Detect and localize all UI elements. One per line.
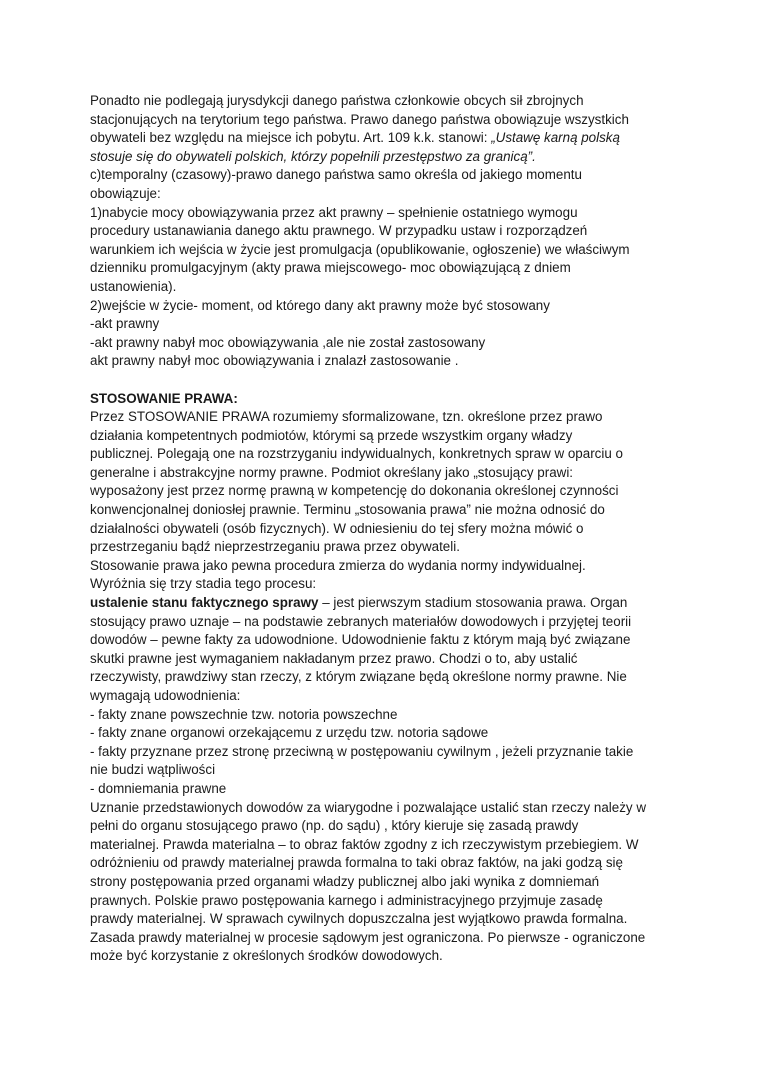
text-line: procedury ustanawiania danego aktu prawnego. W przypadku ustaw i rozporządzeń — [90, 223, 588, 239]
text-line: wymagają udowodnienia: — [90, 688, 241, 703]
italic-quote-line: stosuje się do obywateli polskich, którzy popełnili przestępstwo za granicą”. — [90, 148, 536, 164]
text-line: dzienniku promulgacyjnym (akty prawa miejscowego- moc obowiązującą z dniem — [90, 260, 571, 276]
text-line: Wyróżnia się trzy stadia tego procesu: — [90, 576, 317, 592]
section-heading: STOSOWANIE PRAWA: — [90, 390, 238, 406]
text-line: akt prawny nabył moc obowiązywania i znalazł zastosowanie . — [90, 353, 459, 369]
text-line: prawnych. Polskie prawo postępowania karnego i administracyjnego przyjmuje zasadę — [90, 892, 603, 908]
text-line: działania kompetentnych podmiotów, którymi są przede wszystkim organy władzy — [90, 427, 573, 443]
text-line: warunkiem ich wejścia w życie jest promulgacja (opublikowanie, ogłoszenie) we właściwym — [90, 241, 630, 257]
text-line: strony postępowania przed organami władzy publicznej albo jaki wynika z domniemań — [90, 873, 600, 889]
text-line: Ponadto nie podlegają jurysdykcji danego państwa członkowie obcych sił zbrojnych — [90, 93, 584, 108]
list-item: - domniemania prawne — [90, 780, 227, 796]
text-fragment: – jest pierwszym stadium stosowania prawa. Organ — [318, 595, 628, 611]
text-line: prawdy materialnej. W sprawach cywilnych dopuszczalna jest wyjątkowo prawda formalna. — [90, 911, 628, 927]
text-line: ustanowienia). — [90, 278, 177, 294]
text-line: publicznej. Polegają one na rozstrzyganiu indywidualnych, konkretnych spraw w oparciu o — [90, 446, 623, 462]
text-line: -akt prawny nabył moc obowiązywania ,ale nie został zastosowany — [90, 334, 486, 350]
text-line: 2)wejście w życie- moment, od którego dany akt prawny może być stosowany — [90, 297, 550, 313]
text-line: stacjonujących na terytorium tego państwa. Prawo danego państwa obowiązuje wszystkich — [90, 111, 629, 127]
text-line: Przez STOSOWANIE PRAWA rozumiemy sformalizowane, tzn. określone przez prawo — [90, 409, 603, 425]
paragraph-gap — [90, 371, 680, 390]
text-line-art-109 — [90, 129, 680, 148]
text-line: Zasada prawdy materialnej w procesie sądowym jest ograniczona. Po pierwsze - ograniczone — [90, 929, 646, 945]
text-line: rzeczywisty, prawdziwy stan rzeczy, z którym związane będą określone normy prawne. Nie — [90, 669, 627, 685]
text-line: obowiązuje: — [90, 185, 161, 201]
text-line: wyposażony jest przez normę prawną w kompetencję do dokonania określonej czynności — [90, 483, 619, 499]
text-line: przestrzeganiu bądź nieprzestrzeganiu prawa przez obywateli. — [90, 539, 460, 555]
text-line: Stosowanie prawa jako pewna procedura zmierza do wydania normy indywidualnej. — [90, 557, 586, 573]
text-line: konwencjonalnej doniosłej prawnie. Terminu „stosowania prawa” nie można odnosić do — [90, 502, 605, 518]
list-item: - fakty przyznane przez stronę przeciwną w postępowaniu cywilnym , jeżeli przyznanie takie — [90, 743, 634, 759]
text-line: generalne i abstrakcyjne normy prawne. Podmiot określany jako „stosujący prawi: — [90, 464, 574, 480]
text-line: skutki prawne jest wymaganiem nakładanym przez prawo. Chodzi o to, aby ustalić — [90, 650, 578, 666]
text-line: działalności obywateli (osób fizycznych). W odniesieniu do tej sfery można mówić o — [90, 520, 584, 536]
text-line-stage — [90, 594, 680, 613]
text-line: odróżnieniu od prawdy materialnej prawda formalna to taki obraz faktów, na jaki godzą się — [90, 855, 623, 871]
text-line: 1)nabycie mocy obowiązywania przez akt prawny – spełnienie ostatniego wymogu — [90, 204, 578, 220]
text-line: nie budzi wątpliwości — [90, 762, 216, 778]
text-line: może być korzystanie z określonych środków dowodowych. — [90, 948, 443, 964]
list-item: - fakty znane organowi orzekającemu z urzędu tzw. notoria sądowe — [90, 725, 489, 741]
list-item: - fakty znane powszechnie tzw. notoria powszechne — [90, 706, 398, 722]
document-page — [90, 92, 680, 966]
text-line: stosujący prawo uznaje – na podstawie zebranych materiałów dowodowych i przyjętej teorii — [90, 613, 632, 629]
text-line: c)temporalny (czasowy)-prawo danego państwa samo określa od jakiego momentu — [90, 167, 582, 183]
text-fragment: obywateli bez względu na miejsce ich pobytu. Art. 109 k.k. stanowi: — [90, 130, 492, 146]
text-line: materialnej. Prawda materialna – to obraz faktów zgodny z ich rzeczywistym przebiegiem. W — [90, 836, 639, 852]
text-line: pełni do organu stosującego prawo (np. do sądu) , który kieruje się zasadą prawdy — [90, 818, 579, 834]
bold-term: ustalenie stanu faktycznego sprawy — [90, 595, 319, 611]
text-line: Uznanie przedstawionych dowodów za wiarygodne i pozwalające ustalić stan rzeczy należy w — [90, 799, 646, 815]
text-line: -akt prawny — [90, 316, 160, 332]
text-line: dowodów – pewne fakty za udowodnione. Udowodnienie faktu z którym mają być związane — [90, 632, 631, 648]
italic-quote: „Ustawę karną polską — [491, 130, 620, 146]
